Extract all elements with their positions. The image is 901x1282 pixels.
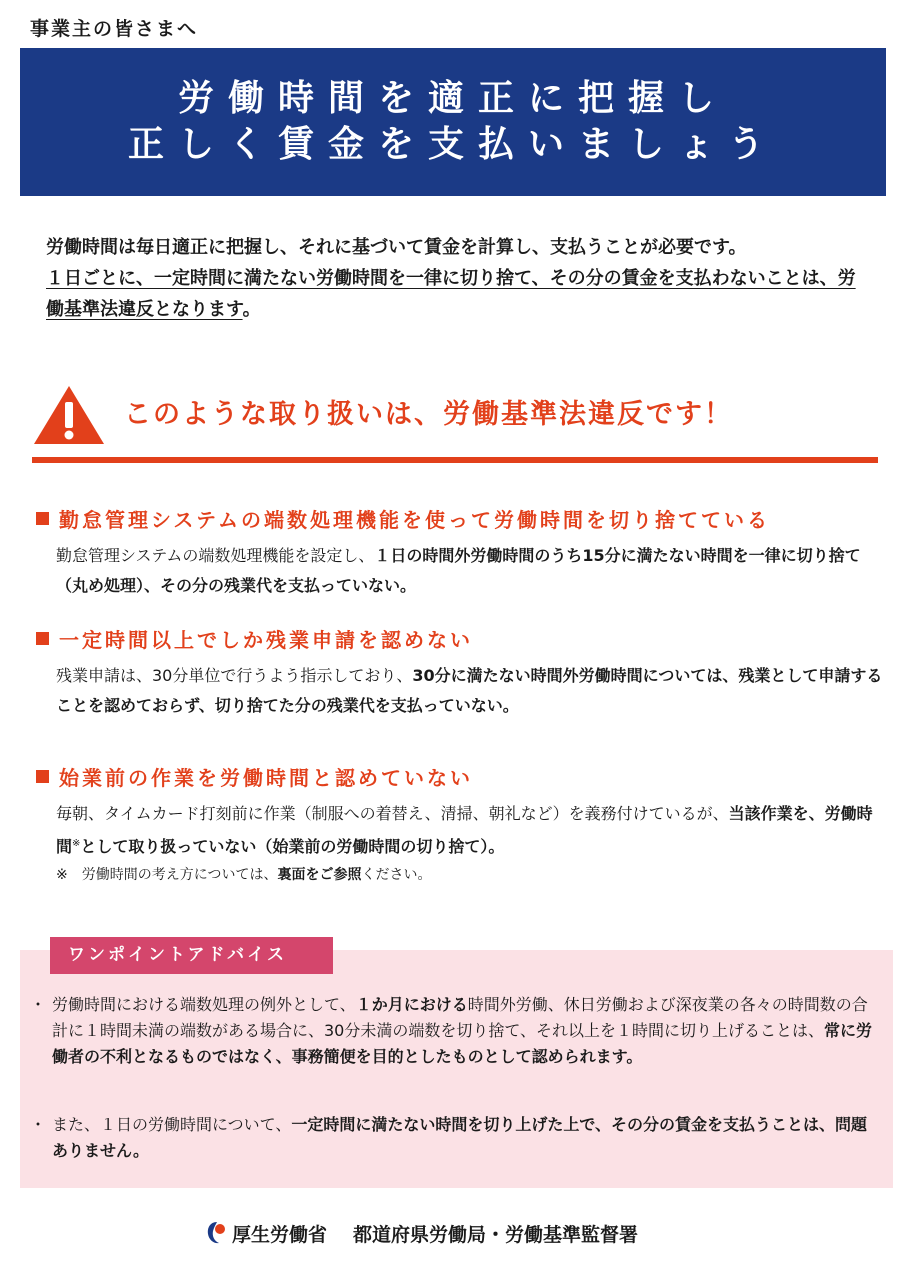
description-bold: 30分に満たない時間外労働時間については、残業として申請することを認めておらず、切り捨てた分の残業代を支払っていない。 — [56, 666, 883, 715]
intro-text — [46, 232, 866, 325]
advice-bold: 一定時間に満たない時間を切り上げた上で、その分の賃金を支払うことは、問題ありません。 — [52, 1115, 868, 1160]
advice-bold: １か月における — [355, 995, 468, 1014]
footnote-end: ください。 — [361, 867, 432, 883]
violation-item-1 — [36, 505, 886, 601]
footnote-mark: ※ — [72, 838, 81, 849]
violation-heading — [36, 763, 886, 793]
violation-item-2 — [36, 625, 886, 721]
advice-bold-2: 常に労働者の不利となるものではなく、事務簡便を目的としたものとして認められます。 — [52, 1021, 873, 1066]
description-bold: １日の時間外労働時間のうち15分に満たない時間を一律に切り捨て（丸め処理）、その分の残業代を支払っていない。 — [56, 546, 861, 595]
violation-item-3 — [36, 763, 886, 888]
violation-heading-text: 一定時間以上でしか残業申請を認めない — [59, 628, 473, 652]
advice-plain: 労働時間における端数処理の例外として、 — [52, 995, 356, 1014]
intro-period: 。 — [242, 299, 261, 320]
violation-description — [56, 541, 886, 601]
intro-underlined-statement: １日ごとに、一定時間に満たない労働時間を一律に切り捨て、その分の賃金を支払わないことは、労働基準法違反となります — [46, 268, 856, 320]
advice-item-2 — [30, 1112, 875, 1164]
bullet-square-icon — [36, 632, 49, 645]
violation-heading — [36, 625, 886, 655]
footnote-text: 労働時間の考え方については、 — [81, 867, 278, 883]
footnote-symbol: ※ — [56, 867, 68, 883]
bullet-dot-icon: ・ — [30, 1115, 47, 1134]
description-bold: 当該作業を、労働時間 — [56, 804, 873, 856]
description-bold-2: として取り扱っていない（始業前の労働時間の切り捨て）。 — [80, 837, 505, 856]
violation-heading-text: 勤怠管理システムの端数処理機能を使って労働時間を切り捨てている — [59, 508, 770, 532]
warning-triangle-icon — [32, 384, 106, 446]
warning-header — [32, 384, 878, 466]
footer — [206, 1219, 638, 1247]
banner-line-2: 正しく賃金を支払いましょう — [127, 124, 778, 165]
title-banner — [20, 48, 886, 196]
warning-title: このような取り扱いは、労働基準法違反です！ — [124, 399, 733, 430]
intro-paragraph-1: 労働時間は毎日適正に把握し、それに基づいて賃金を計算し、支払うことが必要です。 — [46, 237, 747, 258]
violation-heading-text: 始業前の作業を労働時間と認めていない — [59, 766, 473, 790]
banner-line-1: 労働時間を適正に把握し — [177, 78, 728, 119]
advice-plain-2: 時間外労働、休日労働および深夜業の各々の時間数の合計に１時間未満の端数がある場合に、30分未満の端数を切り捨て、それ以上を１時間に切り上げることは、 — [52, 995, 868, 1040]
bullet-dot-icon: ・ — [30, 995, 47, 1014]
description-plain: 勤怠管理システムの端数処理機能を設定し、 — [56, 546, 375, 565]
ministry-logo-icon — [206, 1220, 228, 1246]
footnote — [56, 862, 886, 888]
advice-tag: ワンポイントアドバイス — [50, 937, 333, 974]
advice-text — [52, 1112, 875, 1164]
audience-label: 事業主の皆さまへ — [30, 18, 199, 40]
footnote-bold: 裏面をご参照 — [277, 867, 362, 883]
description-plain: 残業申請は、30分単位で行うよう指示しており、 — [56, 666, 413, 685]
advice-text — [52, 992, 875, 1070]
violation-heading — [36, 505, 886, 535]
advice-plain: また、１日の労働時間について、 — [52, 1115, 292, 1134]
warning-divider — [32, 457, 878, 463]
advice-item-1 — [30, 992, 875, 1070]
office-names: 都道府県労働局・労働基準監督署 — [353, 1223, 639, 1246]
bullet-square-icon — [36, 770, 49, 783]
violation-description — [56, 799, 886, 862]
violation-description — [56, 661, 886, 721]
bullet-square-icon — [36, 512, 49, 525]
description-plain: 毎朝、タイムカード打刻前に作業（制服への着替え、清掃、朝礼など）を義務付けているが、 — [56, 804, 729, 823]
ministry-name: 厚生労働省 — [232, 1223, 328, 1246]
